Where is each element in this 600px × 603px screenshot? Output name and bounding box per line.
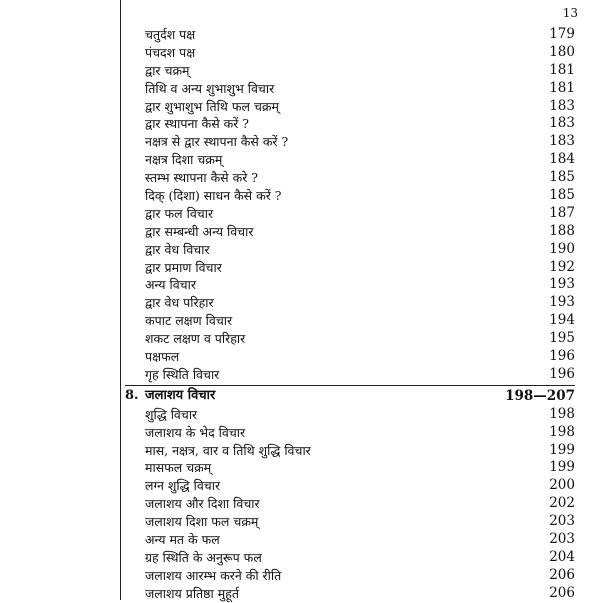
table-of-contents — [125, 26, 575, 603]
chapter-page-range: 198—207 — [505, 387, 575, 404]
toc-entry-page: 181 — [549, 61, 575, 78]
toc-entry-title: द्वार स्थापना कैसे करें ? — [145, 116, 250, 132]
toc-entry-title: नक्षत्र से द्वार स्थापना कैसे करें ? — [145, 134, 289, 150]
toc-entry — [125, 62, 575, 80]
toc-entry — [125, 223, 575, 241]
toc-entry — [125, 80, 575, 98]
toc-entry — [125, 424, 575, 442]
toc-entry-title: स्तम्भ स्थापना कैसे करे ? — [145, 170, 258, 186]
toc-entry-title: पक्षफल — [145, 349, 180, 365]
toc-entry-page: 203 — [549, 531, 575, 548]
toc-entry-page: 181 — [549, 79, 575, 96]
toc-entry-title: चतुर्दश पक्ष — [145, 27, 196, 42]
toc-entry-page: 183 — [549, 97, 575, 114]
toc-entry-title: शकट लक्षण व परिहार — [145, 331, 246, 347]
toc-entry-page: 203 — [549, 513, 575, 530]
toc-entry-title: द्वार शुभाशुभ तिथि फल चक्रम् — [145, 98, 279, 114]
toc-entry-title: कपाट लक्षण विचार — [145, 313, 233, 329]
margin-rule — [120, 0, 121, 600]
toc-entry — [125, 205, 575, 223]
toc-entry-page: 194 — [549, 312, 575, 329]
toc-entry-page: 193 — [549, 276, 575, 293]
toc-entry-page: 180 — [549, 43, 575, 60]
toc-entry — [125, 151, 575, 169]
toc-entry — [125, 330, 575, 348]
toc-entry-title: मासफल चक्रम् — [145, 460, 212, 476]
toc-entry-page: 195 — [549, 330, 575, 347]
toc-entry-page: 179 — [549, 26, 575, 42]
toc-entry-title: जलाशय के भेद विचार — [145, 424, 246, 440]
toc-entry — [125, 567, 575, 585]
toc-entry-page: 199 — [549, 441, 575, 458]
toc-entry-page: 199 — [549, 459, 575, 476]
toc-entry-title: द्वार फल विचार — [145, 205, 214, 221]
toc-entry-title: द्वार वेध विचार — [145, 241, 210, 257]
toc-entry-page: 192 — [549, 258, 575, 275]
toc-entry — [125, 26, 575, 44]
toc-entry — [125, 549, 575, 567]
toc-entry — [125, 406, 575, 424]
toc-entry-page: 202 — [549, 495, 575, 512]
toc-entry-title: लग्न शुद्धि विचार — [145, 478, 221, 494]
toc-entry-title: ग्रह स्थिति के अनुरूप फल — [145, 549, 262, 565]
chapter-heading — [125, 386, 575, 406]
toc-entry-page: 190 — [549, 240, 575, 257]
toc-entry-title: द्वार चक्रम् — [145, 62, 190, 78]
toc-entry — [125, 169, 575, 187]
toc-entry-title: तिथि व अन्य शुभाशुभ विचार — [145, 80, 275, 96]
toc-entry — [125, 348, 575, 366]
toc-entry-page: 183 — [549, 115, 575, 132]
toc-entry — [125, 187, 575, 205]
toc-entry-page: 200 — [549, 477, 575, 494]
toc-entry — [125, 477, 575, 495]
toc-entry-title: जलाशय और दिशा विचार — [145, 496, 260, 512]
toc-entry — [125, 442, 575, 460]
toc-entry — [125, 276, 575, 294]
toc-entry — [125, 495, 575, 513]
toc-entry-title: पंचदश पक्ष — [145, 44, 196, 60]
toc-entry-title: नक्षत्र दिशा चक्रम् — [145, 152, 223, 168]
toc-entry-page: 184 — [549, 151, 575, 168]
toc-entry-title: द्वार वेध परिहार — [145, 295, 214, 311]
toc-entry-page: 204 — [549, 548, 575, 565]
toc-entry-title: जलाशय आरम्भ करने की रीति — [145, 567, 282, 583]
toc-section-bottom — [125, 406, 575, 603]
toc-entry-page: 185 — [549, 169, 575, 186]
toc-entry — [125, 259, 575, 277]
toc-entry — [125, 133, 575, 151]
toc-entry-page: 198 — [549, 405, 575, 422]
toc-entry-page: 206 — [549, 584, 575, 601]
toc-entry-title: मास, नक्षत्र, वार व तिथि शुद्धि विचार — [145, 442, 311, 458]
toc-entry-page: 196 — [549, 365, 575, 382]
toc-entry — [125, 44, 575, 62]
toc-entry-page: 196 — [549, 348, 575, 365]
toc-entry — [125, 513, 575, 531]
toc-entry-title: अन्य मत के फल — [145, 532, 220, 548]
toc-entry-title: जलाशय प्रतिष्ठा मुहूर्त — [145, 585, 239, 601]
chapter-number: 8. — [125, 387, 139, 403]
toc-entry — [125, 294, 575, 312]
toc-entry-page: 187 — [549, 204, 575, 221]
toc-entry — [125, 115, 575, 133]
toc-entry-page: 183 — [549, 133, 575, 150]
toc-entry — [125, 98, 575, 116]
toc-entry-title: गृह स्थिति विचार — [145, 366, 220, 382]
toc-entry — [125, 459, 575, 477]
toc-entry — [125, 241, 575, 259]
toc-entry-title: अन्य विचार — [145, 277, 196, 293]
toc-entry — [125, 312, 575, 330]
toc-entry-title: जलाशय दिशा फल चक्रम् — [145, 514, 259, 530]
toc-entry — [125, 366, 575, 384]
toc-entry-page: 193 — [549, 294, 575, 311]
toc-entry-page: 185 — [549, 187, 575, 204]
toc-entry-title: द्वार सम्बन्धी अन्य विचार — [145, 223, 254, 239]
toc-entry-page: 206 — [549, 566, 575, 583]
toc-entry — [125, 531, 575, 549]
page-number: 13 — [562, 6, 578, 20]
toc-entry-page: 188 — [549, 222, 575, 239]
toc-entry-title: दिक् (दिशा) साधन कैसे करें ? — [145, 188, 282, 204]
toc-section-top — [125, 26, 575, 384]
toc-entry-title: शुद्धि विचार — [145, 406, 198, 422]
chapter-title: जलाशय विचार — [145, 387, 216, 403]
toc-entry-title: द्वार प्रमाण विचार — [145, 259, 222, 275]
toc-entry-page: 198 — [549, 423, 575, 440]
